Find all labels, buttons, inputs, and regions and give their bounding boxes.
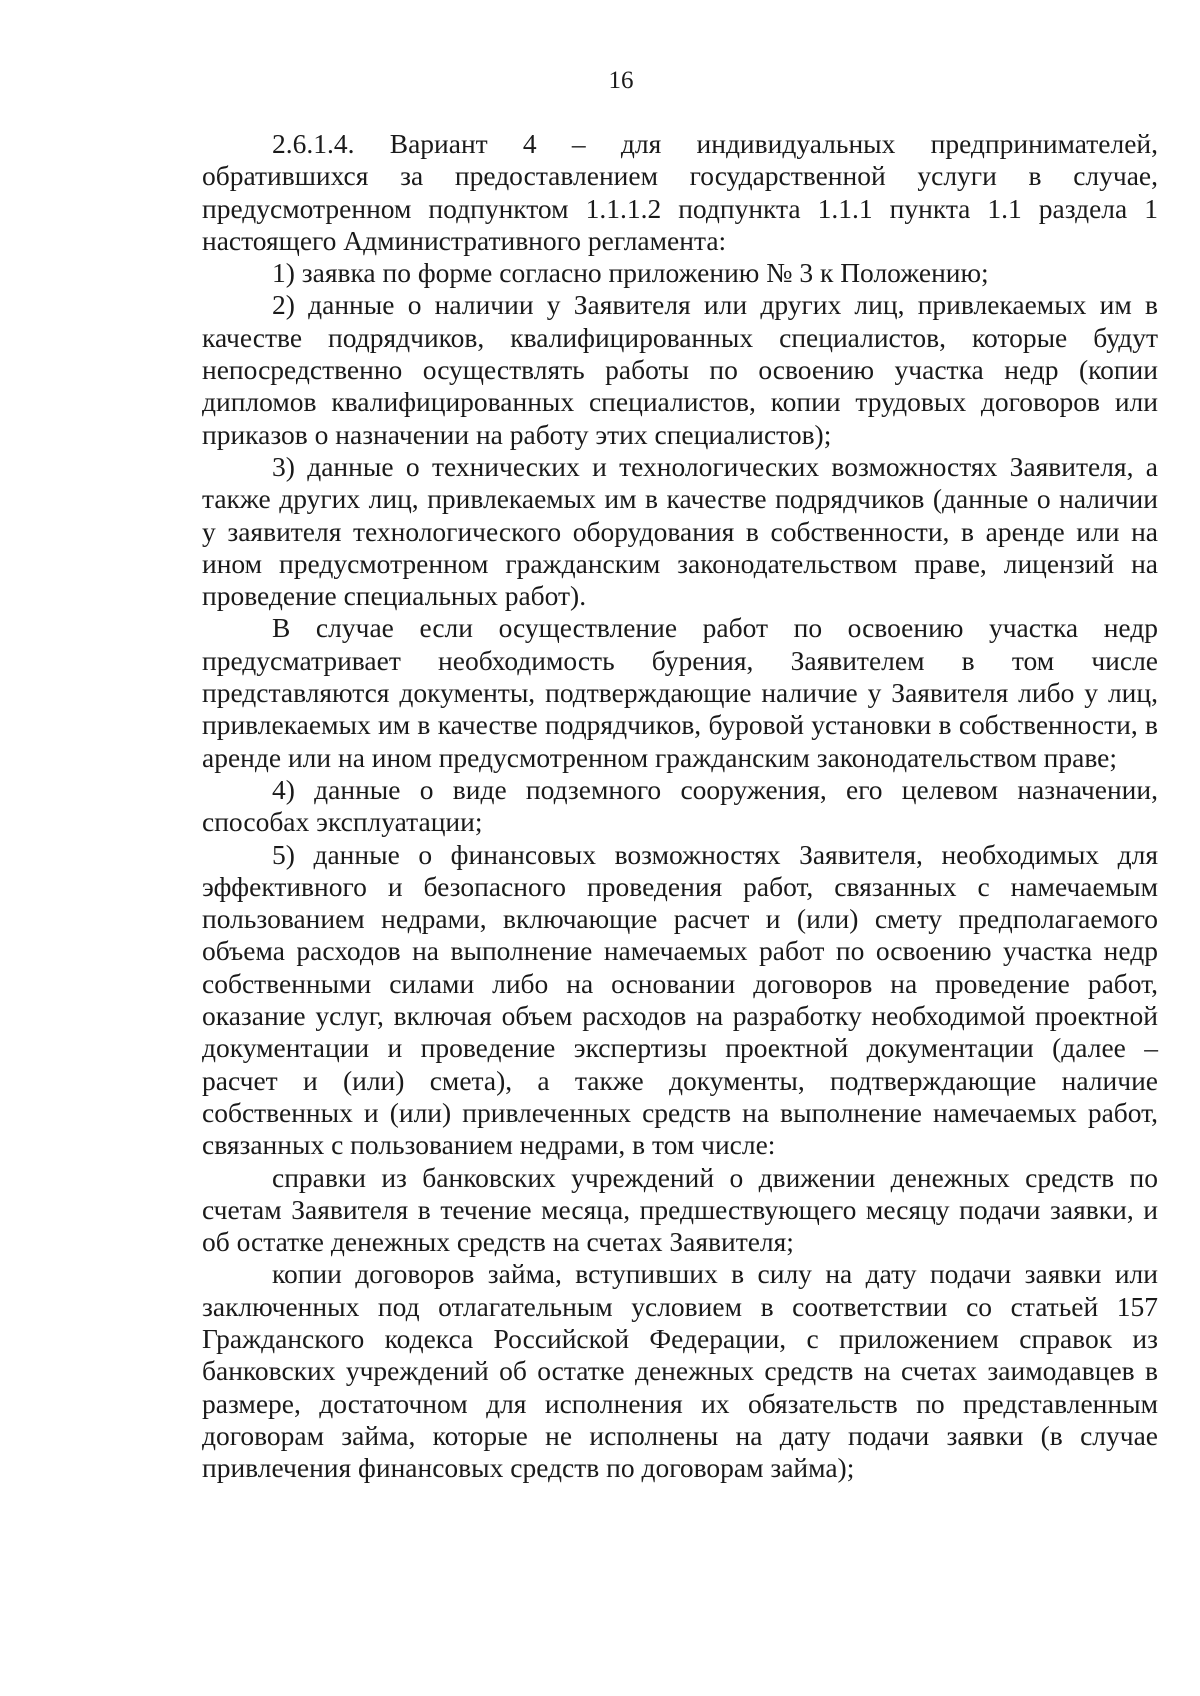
paragraph-item-4: 4) данные о виде подземного сооружения, его целевом назначении, способах эксплуатации; [202, 773, 1158, 838]
paragraph-item-1: 1) заявка по форме согласно приложению № 3 к Положению; [272, 257, 989, 289]
paragraph-item-5: 5) данные о финансовых возможностях Заявителя, необходимых для эффективного и безопасного проведения работ, связанных с намечаемым пользованием недрами, включающие расчет и (или) смету предполагаемого объема расходов на выполнение намечаемых работ по освоению участка недр собственными силами либо на основании договоров на проведение работ, оказание услуг, включая объем расходов на разработку необходимой проектной документации и проведение экспертизы проектной документации (далее – расчет и (или) смета), а также документы, подтверждающие наличие собственных и (или) привлеченных средств на выполнение намечаемых работ, связанных с пользованием недрами, в том числе: [202, 838, 1158, 1161]
paragraph-bank-statements: справки из банковских учреждений о движении денежных средств по счетам Заявителя в течение месяца, предшествующего месяцу подачи заявки, и об остатке денежных средств на счетах Заявителя; [202, 1161, 1158, 1258]
paragraph-variant-4-intro: 2.6.1.4. Вариант 4 – для индивидуальных предпринимателей, обратившихся за предоставлением государственной услуги в случае, предусмотренном подпунктом 1.1.1.2 подпункта 1.1.1 пункта 1.1 раздела 1 настоящего Административного регламента: [202, 128, 1158, 256]
page-number: 16 [608, 67, 634, 94]
paragraph-item-2: 2) данные о наличии у Заявителя или других лиц, привлекаемых им в качестве подрядчиков, квалифицированных специалистов, которые будут непосредственно осуществлять работы по освоению участка недр (копии дипломов квалифицированных специалистов, копии трудовых договоров или приказов о назначении на работу этих специалистов); [202, 289, 1158, 450]
paragraph-drilling-note: В случае если осуществление работ по освоению участка недр предусматривает необходимость бурения, Заявителем в том числе представляются документы, подтверждающие наличие у Заявителя либо у лиц, привлекаемых им в качестве подрядчиков, буровой установки в собственности, в аренде или на ином предусмотренном гражданским законодательством праве; [202, 612, 1158, 773]
paragraph-loan-agreements: копии договоров займа, вступивших в силу на дату подачи заявки или заключенных под отлагательным условием в соответствии со статьей 157 Гражданского кодекса Российской Федерации, с приложением справок из банковских учреждений об остатке денежных средств на счетах заимодавцев в размере, достаточном для исполнения их обязательств по представленным договорам займа, которые не исполнены на дату подачи заявки (в случае привлечения финансовых средств по договорам займа); [202, 1258, 1158, 1484]
paragraph-item-3: 3) данные о технических и технологических возможностях Заявителя, а также других лиц, привлекаемых им в качестве подрядчиков (данные о наличии у заявителя технологического оборудования в собственности, в аренде или на ином предусмотренном гражданским законодательством праве, лицензий на проведение специальных работ). [202, 450, 1158, 612]
document-body [202, 128, 1158, 1484]
